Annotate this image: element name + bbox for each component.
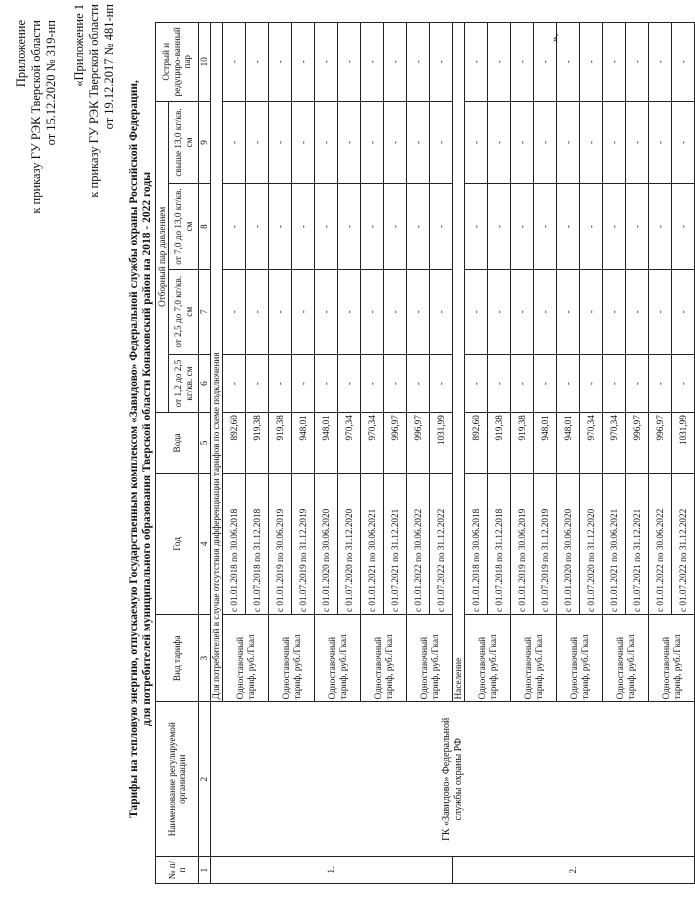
tariff-type-cell: Одноставочный тариф, руб./Гкал	[269, 614, 315, 701]
header-steam-col: от 1,2 до 2,5 кг/кв. см	[169, 354, 199, 412]
empty-tariff-cell: -	[511, 354, 534, 412]
empty-tariff-cell: -	[246, 184, 269, 269]
section-number: 2.	[453, 857, 695, 884]
water-tariff-cell: 948,01	[534, 413, 557, 474]
tariff-type-cell: Одноставочный тариф, руб./Гкал	[557, 614, 603, 701]
empty-tariff-cell: -	[672, 184, 695, 269]
tariff-type-cell: Одноставочный тариф, руб./Гкал	[361, 614, 407, 701]
empty-tariff-cell: -	[246, 23, 269, 102]
period-cell: с 01.07.2019 по 31.12.2019	[292, 473, 315, 614]
empty-tariff-cell: -	[465, 269, 488, 354]
empty-tariff-cell: -	[407, 101, 430, 184]
col-index: 7	[199, 269, 211, 354]
tariff-type-cell: Одноставочный тариф, руб./Гкал	[465, 614, 511, 701]
organization-name: ГК «Завидово» Федеральной службы охраны РФ	[211, 702, 695, 857]
header-steam-col: от 7,0 до 13,0 кг/кв. см	[169, 184, 199, 269]
period-cell: с 01.01.2018 по 30.06.2018	[465, 473, 488, 614]
empty-tariff-cell: -	[672, 23, 695, 102]
header-tariff-type: Вид тарифа	[156, 614, 199, 701]
empty-tariff-cell: -	[223, 354, 246, 412]
empty-tariff-cell: -	[557, 23, 580, 102]
tariff-table	[155, 22, 695, 884]
water-tariff-cell: 948,01	[557, 413, 580, 474]
empty-tariff-cell: -	[557, 101, 580, 184]
header-steam-col: от 2,5 до 7,0 кг/кв. см	[169, 269, 199, 354]
empty-tariff-cell: -	[430, 23, 453, 102]
col-index: 4	[199, 473, 211, 614]
empty-tariff-cell: -	[338, 269, 361, 354]
empty-tariff-cell: -	[511, 101, 534, 184]
tariff-type-cell: Одноставочный тариф, руб./Гкал	[223, 614, 269, 701]
empty-tariff-cell: -	[223, 23, 246, 102]
water-tariff-cell: 970,34	[603, 413, 626, 474]
col-index: 10	[199, 23, 211, 102]
empty-tariff-cell: -	[292, 269, 315, 354]
title-line: Тарифы на тепловую энергию, отпускаемую Государственным комплексом «Завидово» Федеральной службы охраны Российской Федерации,	[128, 80, 140, 818]
empty-tariff-cell: -	[465, 101, 488, 184]
empty-tariff-cell: -	[580, 101, 603, 184]
empty-tariff-cell: -	[649, 354, 672, 412]
empty-tariff-cell: -	[557, 184, 580, 269]
empty-tariff-cell: -	[649, 23, 672, 102]
empty-tariff-cell: -	[534, 101, 557, 184]
tariff-type-cell: Одноставочный тариф, руб./Гкал	[407, 614, 453, 701]
empty-tariff-cell: -	[534, 184, 557, 269]
water-tariff-cell: 970,34	[338, 413, 361, 474]
period-cell: с 01.07.2018 по 31.12.2018	[488, 473, 511, 614]
period-cell: с 01.01.2022 по 30.06.2022	[407, 473, 430, 614]
empty-tariff-cell: -	[361, 184, 384, 269]
appendix-line: от 15.12.2020 № 319-нп	[44, 20, 58, 146]
header-year: Год	[156, 473, 199, 614]
empty-tariff-cell: -	[626, 184, 649, 269]
water-tariff-cell: 1031,99	[430, 413, 453, 474]
header-steam-col: свыше 13,0 кг/кв. см	[169, 101, 199, 184]
water-tariff-cell: 996,97	[626, 413, 649, 474]
appendix-block	[14, 20, 59, 214]
header-org: Наименование регулируемой организации	[156, 702, 199, 857]
annex-block	[72, 4, 117, 198]
empty-tariff-cell: -	[338, 23, 361, 102]
appendix-line: Приложение	[14, 20, 28, 88]
empty-tariff-cell: -	[315, 101, 338, 184]
period-cell: с 01.07.2018 по 31.12.2018	[246, 473, 269, 614]
header-steam-group: Отборный пар давлением	[156, 101, 169, 413]
empty-tariff-cell: -	[430, 184, 453, 269]
empty-tariff-cell: -	[580, 23, 603, 102]
empty-tariff-cell: -	[626, 101, 649, 184]
empty-tariff-cell: -	[511, 23, 534, 102]
water-tariff-cell: 919,38	[269, 413, 292, 474]
empty-tariff-cell: -	[269, 184, 292, 269]
period-cell: с 01.07.2022 по 31.12.2022	[672, 473, 695, 614]
tariff-type-cell: Одноставочный тариф, руб./Гкал	[315, 614, 361, 701]
water-tariff-cell: 919,38	[246, 413, 269, 474]
empty-tariff-cell: -	[649, 269, 672, 354]
water-tariff-cell: 970,34	[580, 413, 603, 474]
water-tariff-cell: 892,60	[465, 413, 488, 474]
empty-tariff-cell: -	[649, 184, 672, 269]
empty-tariff-cell: -	[269, 269, 292, 354]
col-index: 6	[199, 354, 211, 412]
empty-tariff-cell: -	[246, 101, 269, 184]
period-cell: с 01.01.2020 по 30.06.2020	[315, 473, 338, 614]
water-tariff-cell: 919,38	[488, 413, 511, 474]
empty-tariff-cell: -	[488, 23, 511, 102]
empty-tariff-cell: -	[407, 23, 430, 102]
header-sharp-steam: Острый и редуциро-ванный пар	[156, 23, 199, 102]
empty-tariff-cell: -	[649, 101, 672, 184]
col-index: 3	[199, 614, 211, 701]
empty-tariff-cell: -	[465, 354, 488, 412]
empty-tariff-cell: -	[338, 354, 361, 412]
water-tariff-cell: 948,01	[315, 413, 338, 474]
period-cell: с 01.01.2020 по 30.06.2020	[557, 473, 580, 614]
empty-tariff-cell: -	[384, 184, 407, 269]
period-cell: с 01.01.2022 по 30.06.2022	[649, 473, 672, 614]
empty-tariff-cell: -	[672, 269, 695, 354]
empty-tariff-cell: -	[246, 269, 269, 354]
section-title: Население	[453, 23, 465, 702]
tariff-type-cell: Одноставочный тариф, руб./Гкал	[511, 614, 557, 701]
empty-tariff-cell: -	[672, 101, 695, 184]
water-tariff-cell: 919,38	[511, 413, 534, 474]
empty-tariff-cell: -	[315, 184, 338, 269]
empty-tariff-cell: -	[407, 184, 430, 269]
empty-tariff-cell: -	[488, 101, 511, 184]
empty-tariff-cell: -	[430, 354, 453, 412]
annex-line: «Приложение 1	[72, 4, 86, 87]
empty-tariff-cell: -	[534, 354, 557, 412]
empty-tariff-cell: -	[361, 101, 384, 184]
empty-tariff-cell: -	[361, 23, 384, 102]
empty-tariff-cell: -	[407, 354, 430, 412]
period-cell: с 01.01.2018 по 30.06.2018	[223, 473, 246, 614]
empty-tariff-cell: -	[534, 23, 557, 102]
period-cell: с 01.01.2019 по 30.06.2019	[511, 473, 534, 614]
header-water: Вода	[156, 413, 199, 474]
water-tariff-cell: 996,97	[407, 413, 430, 474]
empty-tariff-cell: -	[603, 23, 626, 102]
water-tariff-cell: 996,97	[384, 413, 407, 474]
empty-tariff-cell: -	[488, 354, 511, 412]
period-cell: с 01.01.2021 по 30.06.2021	[361, 473, 384, 614]
empty-tariff-cell: -	[603, 184, 626, 269]
empty-tariff-cell: -	[246, 354, 269, 412]
empty-tariff-cell: -	[557, 354, 580, 412]
empty-tariff-cell: -	[315, 23, 338, 102]
period-cell: с 01.07.2020 по 31.12.2020	[580, 473, 603, 614]
empty-tariff-cell: -	[511, 184, 534, 269]
empty-tariff-cell: -	[557, 269, 580, 354]
empty-tariff-cell: -	[315, 269, 338, 354]
empty-tariff-cell: -	[465, 184, 488, 269]
empty-tariff-cell: -	[384, 354, 407, 412]
empty-tariff-cell: -	[384, 101, 407, 184]
tariff-type-cell: Одноставочный тариф, руб./Гкал	[603, 614, 649, 701]
tariff-table-body	[211, 23, 695, 884]
empty-tariff-cell: -	[626, 354, 649, 412]
col-index: 8	[199, 184, 211, 269]
period-cell: с 01.07.2020 по 31.12.2020	[338, 473, 361, 614]
empty-tariff-cell: -	[338, 101, 361, 184]
empty-tariff-cell: -	[292, 23, 315, 102]
water-tariff-cell: 1031,99	[672, 413, 695, 474]
col-index: 5	[199, 413, 211, 474]
water-tariff-cell: 948,01	[292, 413, 315, 474]
annex-line: от 19.12.2017 № 481-нп	[102, 4, 116, 130]
empty-tariff-cell: -	[338, 184, 361, 269]
empty-tariff-cell: -	[488, 184, 511, 269]
document-title	[128, 14, 154, 884]
water-tariff-cell: 996,97	[649, 413, 672, 474]
empty-tariff-cell: -	[292, 101, 315, 184]
empty-tariff-cell: -	[361, 354, 384, 412]
empty-tariff-cell: -	[603, 101, 626, 184]
empty-tariff-cell: -	[465, 23, 488, 102]
period-cell: с 01.01.2021 по 30.06.2021	[603, 473, 626, 614]
period-cell: с 01.07.2021 по 31.12.2021	[384, 473, 407, 614]
empty-tariff-cell: -	[580, 269, 603, 354]
section-title: Для потребителей в случае отсутствия дифференциации тарифов по схеме подключения	[211, 23, 223, 702]
empty-tariff-cell: -	[511, 269, 534, 354]
empty-tariff-cell: -	[672, 354, 695, 412]
empty-tariff-cell: -	[430, 101, 453, 184]
empty-tariff-cell: -	[223, 101, 246, 184]
title-line: для потребителей муниципального образования Тверской области Конаковский район на 2018 - 2022 годы	[141, 171, 153, 727]
section-number: 1.	[211, 857, 453, 884]
empty-tariff-cell: -	[269, 101, 292, 184]
empty-tariff-cell: -	[292, 354, 315, 412]
annex-line: к приказу ГУ РЭК Тверской области	[87, 4, 101, 198]
empty-tariff-cell: -	[407, 269, 430, 354]
section-row	[211, 23, 223, 884]
empty-tariff-cell: -	[534, 269, 557, 354]
empty-tariff-cell: -	[269, 354, 292, 412]
header-num: № п/п	[156, 857, 199, 884]
period-cell: с 01.01.2019 по 30.06.2019	[269, 473, 292, 614]
period-cell: с 01.07.2019 по 31.12.2019	[534, 473, 557, 614]
empty-tariff-cell: -	[430, 269, 453, 354]
empty-tariff-cell: -	[488, 269, 511, 354]
col-index: 9	[199, 101, 211, 184]
column-index-row	[199, 23, 211, 884]
empty-tariff-cell: -	[223, 269, 246, 354]
empty-tariff-cell: -	[603, 354, 626, 412]
empty-tariff-cell: -	[626, 269, 649, 354]
tariff-type-cell: Одноставочный тариф, руб./Гкал	[649, 614, 695, 701]
water-tariff-cell: 970,34	[361, 413, 384, 474]
period-cell: с 01.07.2022 по 31.12.2022	[430, 473, 453, 614]
empty-tariff-cell: -	[269, 23, 292, 102]
water-tariff-cell: 892,60	[223, 413, 246, 474]
empty-tariff-cell: -	[626, 23, 649, 102]
period-cell: с 01.07.2021 по 31.12.2021	[626, 473, 649, 614]
empty-tariff-cell: -	[580, 354, 603, 412]
col-index: 2	[199, 702, 211, 857]
col-index: 1	[199, 857, 211, 884]
empty-tariff-cell: -	[315, 354, 338, 412]
appendix-line: к приказу ГУ РЭК Тверской области	[29, 20, 43, 214]
empty-tariff-cell: -	[580, 184, 603, 269]
end-quote: ».	[549, 33, 561, 42]
empty-tariff-cell: -	[361, 269, 384, 354]
empty-tariff-cell: -	[603, 269, 626, 354]
empty-tariff-cell: -	[223, 184, 246, 269]
empty-tariff-cell: -	[292, 184, 315, 269]
empty-tariff-cell: -	[384, 23, 407, 102]
empty-tariff-cell: -	[384, 269, 407, 354]
